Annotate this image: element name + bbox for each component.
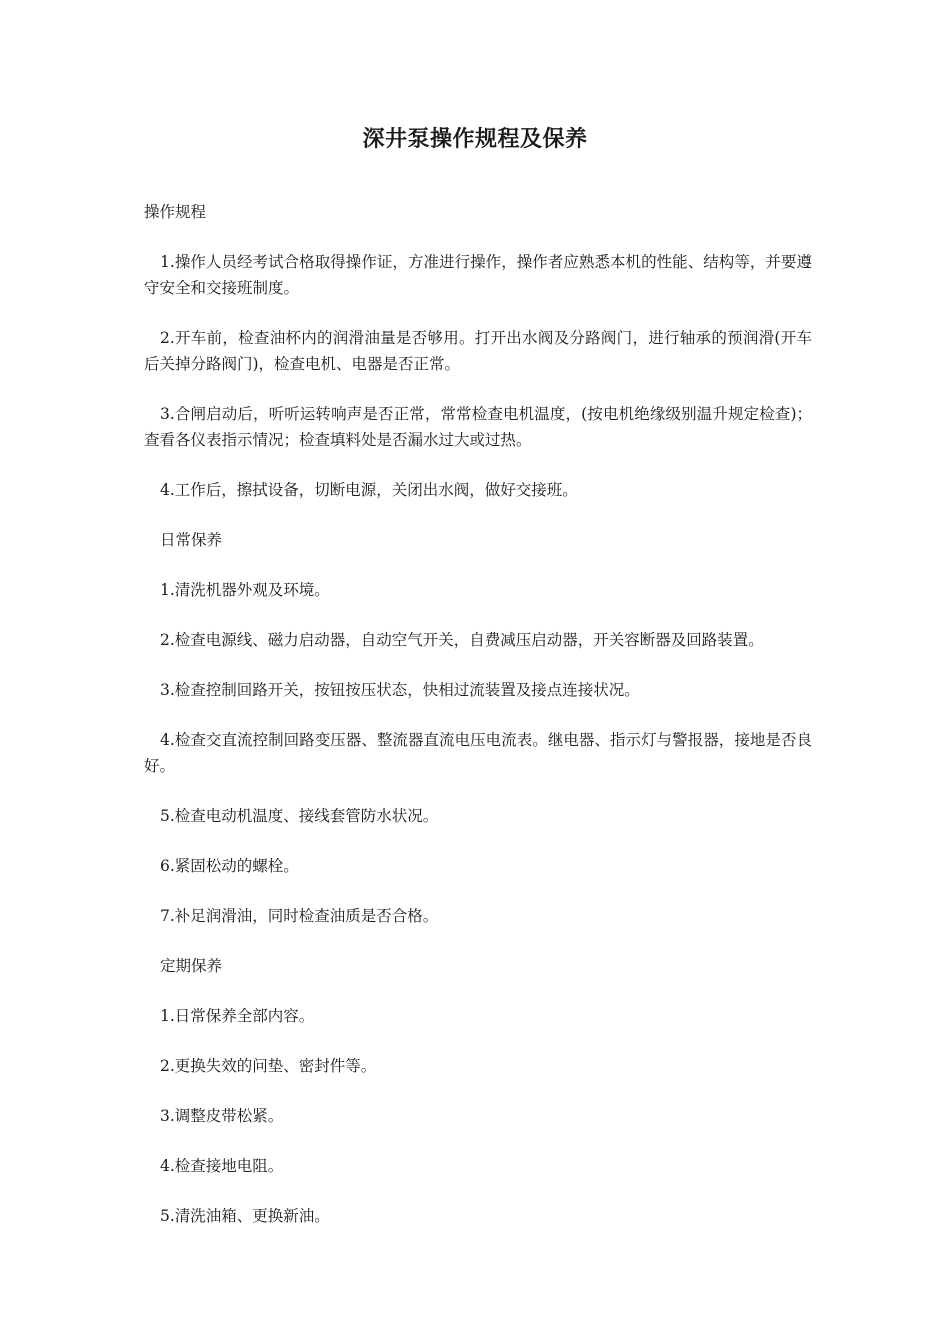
paragraph: 5.检查电动机温度、接线套管防水状况。 xyxy=(160,807,439,825)
paragraph: 4.检查接地电阻。 xyxy=(160,1157,284,1175)
paragraph: 3.合闸启动后，听听运转响声是否正常，常常检查电机温度，(按电机绝缘级别温升规定检查)；查看各仪表指示情况；检查填料处是否漏水过大或过热。 xyxy=(144,405,812,449)
paragraph: 6.紧固松动的螺栓。 xyxy=(160,857,299,875)
paragraph: 1.日常保养全部内容。 xyxy=(160,1007,315,1025)
section-heading-operation: 操作规程 xyxy=(144,203,207,221)
section-heading-daily: 日常保养 xyxy=(160,531,223,549)
paragraph: 4.工作后，擦拭设备，切断电源，关闭出水阀，做好交接班。 xyxy=(160,481,578,499)
paragraph: 2.检查电源线、磁力启动器，自动空气开关，自费减压启动器，开关容断器及回路装置。 xyxy=(160,631,764,649)
document-body xyxy=(144,199,812,1253)
paragraph: 7.补足润滑油，同时检查油质是否合格。 xyxy=(160,907,439,925)
section-heading-periodic: 定期保养 xyxy=(160,957,223,975)
paragraph: 2.更换失效的问垫、密封件等。 xyxy=(160,1057,377,1075)
paragraph: 4.检查交直流控制回路变压器、整流器直流电压电流表。继电器、指示灯与警报器，接地是否良好。 xyxy=(144,731,812,775)
paragraph: 1.清洗机器外观及环境。 xyxy=(160,581,330,599)
paragraph: 3.调整皮带松紧。 xyxy=(160,1107,284,1125)
paragraph: 1.操作人员经考试合格取得操作证，方准进行操作，操作者应熟悉本机的性能、结构等，并要遵守安全和交接班制度。 xyxy=(144,253,812,297)
paragraph: 5.清洗油箱、更换新油。 xyxy=(160,1207,330,1225)
paragraph: 2.开车前，检查油杯内的润滑油量是否够用。打开出水阀及分路阀门，进行轴承的预润滑(开车后关掉分路阀门)，检查电机、电器是否正常。 xyxy=(144,329,812,373)
paragraph: 3.检查控制回路开关，按钮按压状态，快相过流装置及接点连接状况。 xyxy=(160,681,640,699)
document-title: 深井泵操作规程及保养 xyxy=(362,126,588,152)
